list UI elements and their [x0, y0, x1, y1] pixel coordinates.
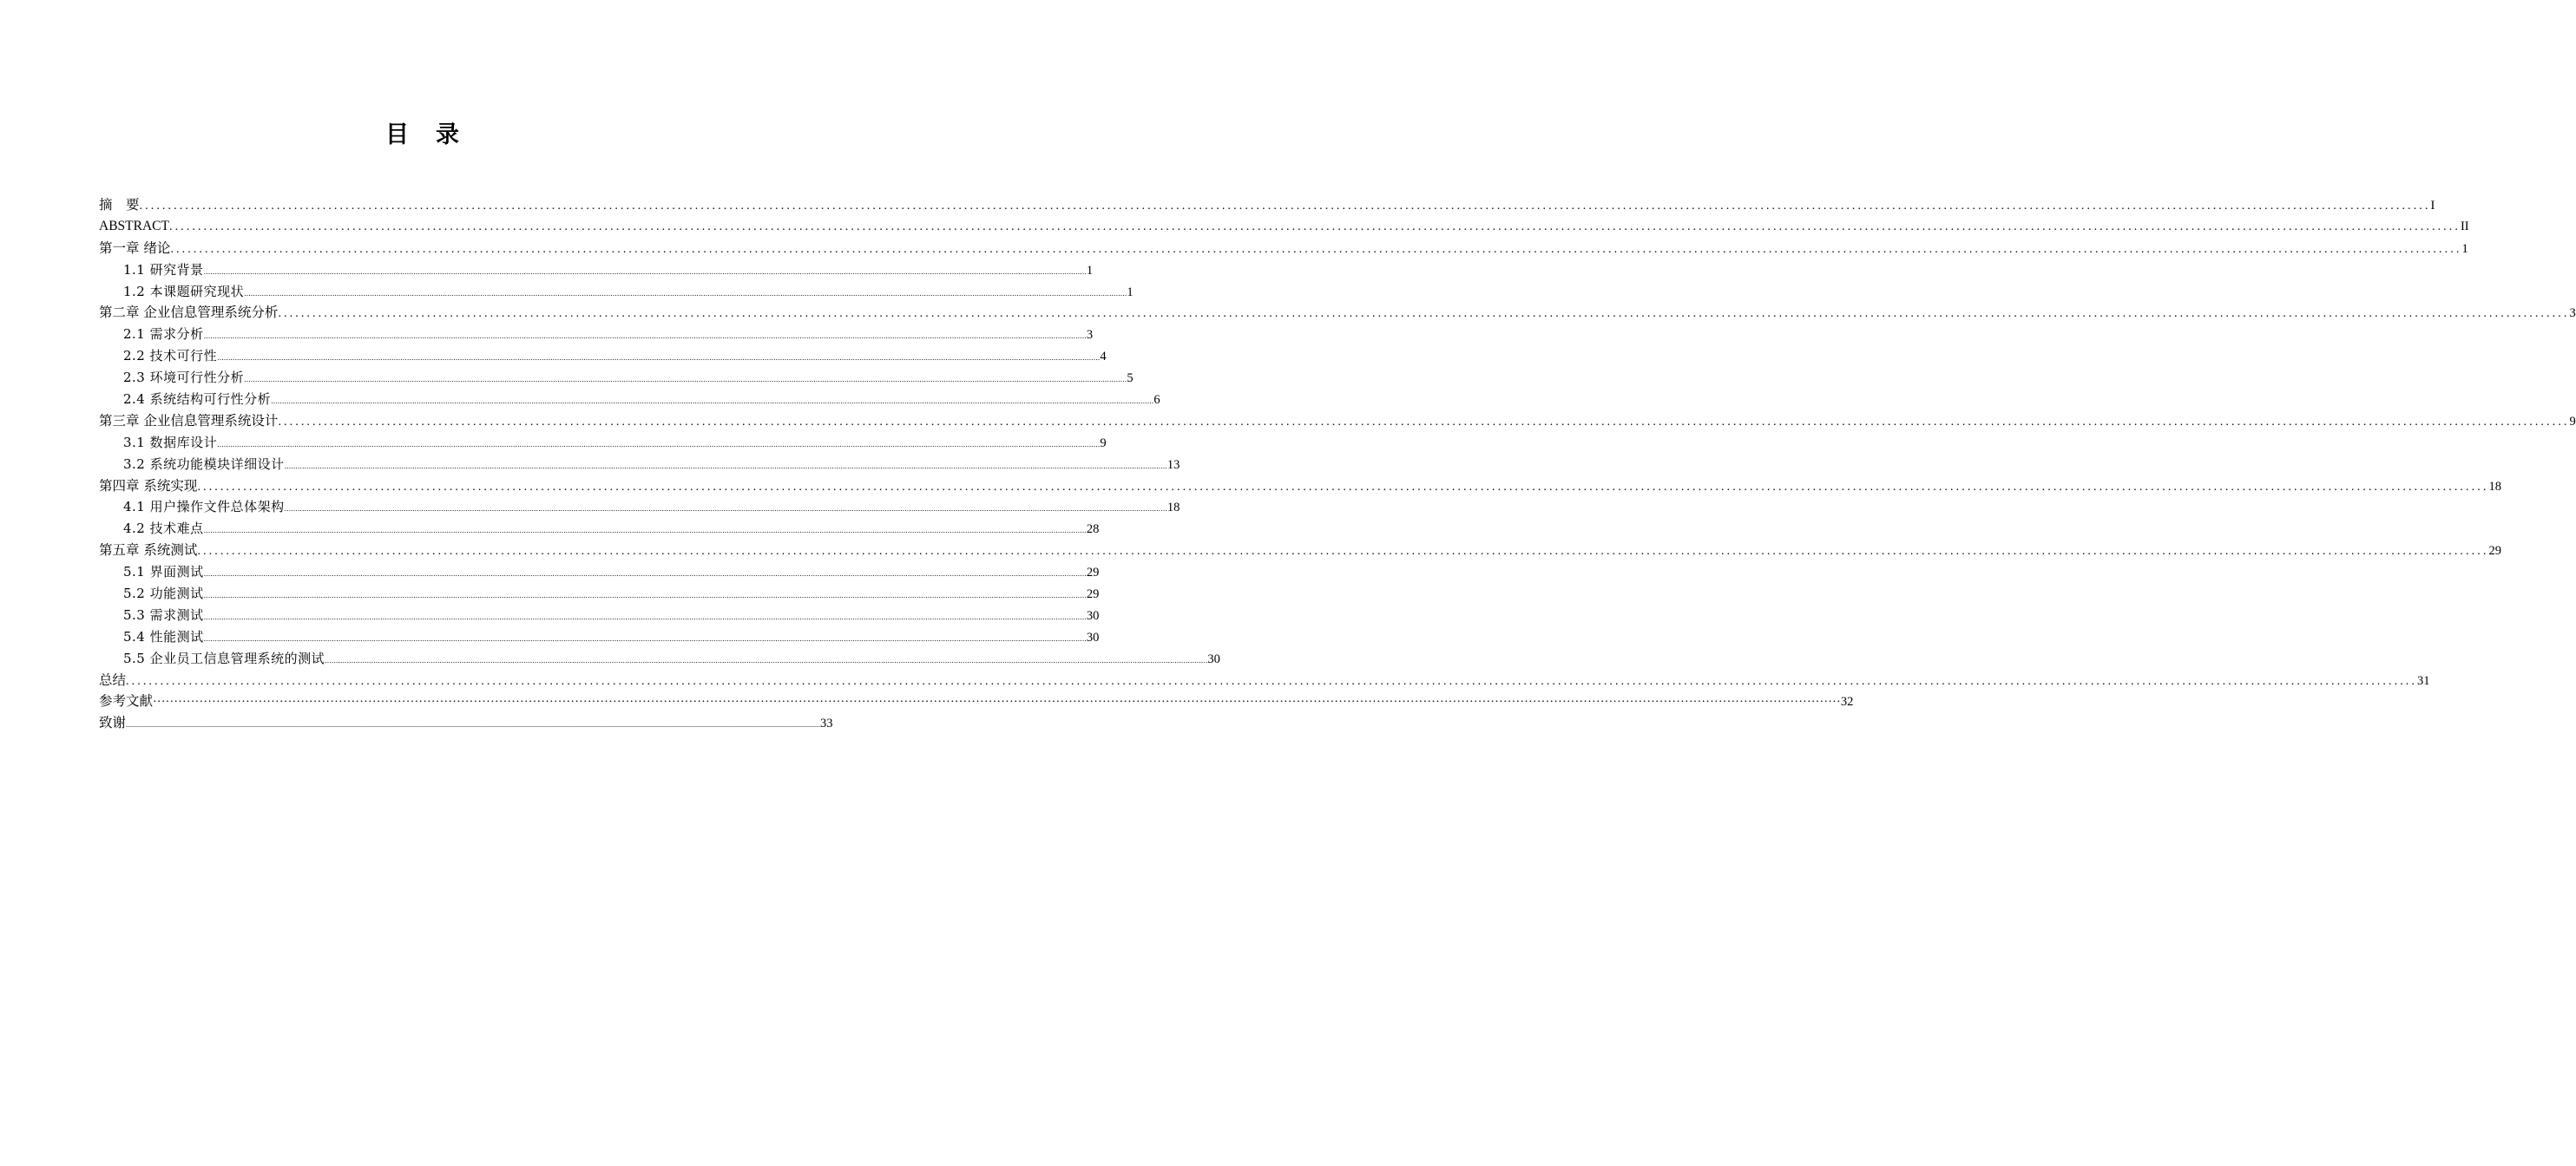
toc-entry[interactable]: [99, 712, 833, 734]
toc-entry-page-number: 1: [2461, 241, 2468, 256]
toc-dot-leader: ................................................................................................................................................................................................................................................................................................................................................................................................................: [139, 200, 2431, 213]
toc-dot-leader: ................................................................................................................................................................................................................................................................................................................................................................................................................: [278, 307, 2570, 321]
toc-entry[interactable]: [99, 605, 1100, 626]
toc-dot-leader: ................................................................................................................................................................................................................................................................................................................................................................................................................: [170, 242, 2462, 256]
toc-entry-page-number: 32: [1840, 695, 1854, 710]
toc-entry[interactable]: [99, 367, 1134, 389]
toc-entry[interactable]: [99, 496, 1180, 518]
toc-dot-leader: ................................................................................................................................................................................................................................................................................................................................................................................................................: [197, 480, 2489, 494]
toc-entry-label: 1.2 本课题研究现状: [123, 283, 245, 299]
toc-entry-label: 致谢: [99, 715, 127, 731]
toc-entry[interactable]: [99, 432, 1107, 454]
toc-entry[interactable]: [99, 194, 2435, 216]
toc-entry-label: 第二章 企业信息管理系统分析: [99, 305, 279, 321]
toc-entry[interactable]: [99, 389, 1160, 410]
toc-entry[interactable]: [99, 670, 2430, 691]
toc-entry-page-number: 3: [1086, 328, 1094, 343]
toc-entry[interactable]: [99, 238, 2468, 259]
toc-entry-label: 3.2 系统功能模块详细设计: [123, 455, 285, 472]
toc-dot-leader: ................................................................................................................................................................................................................................................................................................................................................................................................................: [126, 674, 2418, 688]
toc-entry[interactable]: [99, 454, 1180, 475]
toc-entry-page-number: II: [2460, 219, 2469, 233]
toc-title: 目 录: [385, 121, 461, 148]
toc-entry-label: 5.5 企业员工信息管理系统的测试: [123, 650, 325, 666]
toc-dot-leader: ................................................................................................................................................................................................................................................................................................................................................................................................................: [203, 634, 1087, 643]
toc-dot-leader: ................................................................................................................................................................................................................................................................................................................................................................................................................: [203, 527, 1087, 535]
toc-entry-page-number: 5: [1127, 371, 1134, 386]
toc-entry-page-number: 29: [1086, 566, 1100, 580]
toc-entry-label: 4.2 技术难点: [123, 521, 204, 537]
toc-entry-page-number: 30: [1207, 652, 1220, 666]
toc-entry-page-number: 28: [1086, 522, 1100, 537]
toc-dot-leader: ................................................................................................................................................................................................................................................................................................................................................................................................................: [203, 592, 1087, 600]
toc-entry-label: 2.1 需求分析: [123, 326, 204, 343]
toc-entry-page-number: 33: [820, 717, 833, 731]
toc-entry-page-number: 18: [1166, 501, 1180, 515]
toc-entry-page-number: 9: [1100, 436, 1107, 450]
toc-entry[interactable]: [99, 345, 1107, 367]
toc-entry-label: 2.2 技术可行性: [123, 348, 218, 364]
toc-entry[interactable]: [99, 324, 1094, 345]
toc-dot-leader: ................................................................................................................................................................................................................................................................................................................................................................................................................: [217, 440, 1101, 449]
toc-entry[interactable]: [99, 302, 2576, 324]
toc-entry[interactable]: [99, 518, 1100, 540]
toc-entry[interactable]: [99, 281, 1134, 303]
toc-entry-label: 5.4 性能测试: [123, 628, 204, 645]
toc-entry-page-number: 13: [1166, 457, 1180, 472]
toc-entry-label: 5.1 界面测试: [123, 564, 204, 580]
toc-entry-label: 2.4 系统结构可行性分析: [123, 391, 272, 408]
toc-entry-label: 摘 要: [99, 197, 140, 213]
toc-dot-leader: ................................................................................................................................................................................................................................................................................................................................................................................................................: [203, 612, 1087, 621]
toc-entry[interactable]: [99, 216, 2469, 238]
toc-entry-page-number: I: [2430, 199, 2435, 213]
toc-entry-page-number: 3: [2569, 306, 2576, 321]
toc-entry[interactable]: [99, 691, 1854, 712]
toc-dot-leader: ................................................................................................................................................................................................................................................................................................................................................................................................................: [217, 354, 1101, 363]
toc-entry-page-number: 4: [1100, 350, 1107, 364]
toc-entry-page-number: 18: [2488, 479, 2501, 494]
toc-entry-label: 总结: [99, 671, 127, 688]
toc-dot-leader: ................................................................................................................................................................................................................................................................................................................................................................................................................: [126, 721, 821, 730]
toc-entry-label: 第一章 绪论: [99, 239, 171, 256]
toc-entry[interactable]: [99, 583, 1100, 605]
toc-entry-page-number: 1: [1086, 263, 1094, 278]
toc-entry-label: 第四章 系统实现: [99, 477, 198, 494]
toc-dot-leader: ................................................................................................................................................................................................................................................................................................................................................................................................................: [284, 505, 1167, 514]
toc-entry-label: ABSTRACT: [99, 218, 169, 233]
toc-entry-label: 参考文献: [99, 693, 154, 710]
toc-entry-page-number: 29: [2488, 544, 2501, 559]
toc-entry-page-number: 31: [2417, 673, 2430, 688]
toc-entry-label: 1.1 研究背景: [123, 261, 204, 278]
toc-dot-leader: ................................................................................................................................................................................................................................................................................................................................................................................................................: [203, 267, 1087, 276]
toc-entry-label: 5.2 功能测试: [123, 586, 204, 602]
toc-entry[interactable]: [99, 410, 2576, 432]
toc-entry[interactable]: [99, 475, 2501, 497]
toc-entry[interactable]: [99, 259, 1094, 281]
toc-dot-leader: ................................................................................................................................................................................................................................................................................................................................................................................................................: [278, 415, 2570, 429]
toc-dot-leader: ················································································································································································································································································································································································································: [153, 696, 1841, 710]
toc-entry-label: 3.1 数据库设计: [123, 434, 218, 450]
toc-entry[interactable]: [99, 561, 1100, 583]
toc-dot-leader: ................................................................................................................................................................................................................................................................................................................................................................................................................: [203, 332, 1087, 341]
toc-dot-leader: ................................................................................................................................................................................................................................................................................................................................................................................................................: [325, 656, 1208, 665]
toc-entry[interactable]: [99, 626, 1100, 648]
toc-entry-label: 5.3 需求测试: [123, 606, 204, 623]
toc-dot-leader: ................................................................................................................................................................................................................................................................................................................................................................................................................: [244, 376, 1127, 384]
toc-dot-leader: ................................................................................................................................................................................................................................................................................................................................................................................................................: [244, 289, 1127, 298]
toc-entry-label: 4.1 用户操作文件总体架构: [123, 499, 285, 515]
toc-dot-leader: ................................................................................................................................................................................................................................................................................................................................................................................................................: [203, 570, 1087, 579]
toc-entry[interactable]: [99, 540, 2501, 561]
toc-entry-page-number: 1: [1127, 285, 1134, 299]
toc-entry-label: 2.3 环境可行性分析: [123, 370, 245, 386]
table-of-contents: [99, 194, 2576, 734]
toc-dot-leader: ................................................................................................................................................................................................................................................................................................................................................................................................................: [284, 462, 1167, 470]
toc-dot-leader: ................................................................................................................................................................................................................................................................................................................................................................................................................: [271, 397, 1154, 406]
toc-entry-label: 第五章 系统测试: [99, 542, 198, 559]
toc-entry-page-number: 6: [1153, 393, 1160, 408]
toc-entry[interactable]: [99, 648, 1220, 670]
toc-entry-page-number: 29: [1086, 587, 1100, 602]
toc-dot-leader: ................................................................................................................................................................................................................................................................................................................................................................................................................: [197, 545, 2489, 559]
toc-entry-page-number: 30: [1086, 608, 1100, 623]
toc-dot-leader: ................................................................................................................................................................................................................................................................................................................................................................................................................: [168, 219, 2461, 233]
toc-entry-page-number: 30: [1086, 630, 1100, 645]
toc-entry-page-number: 9: [2569, 414, 2576, 429]
toc-entry-label: 第三章 企业信息管理系统设计: [99, 412, 279, 429]
